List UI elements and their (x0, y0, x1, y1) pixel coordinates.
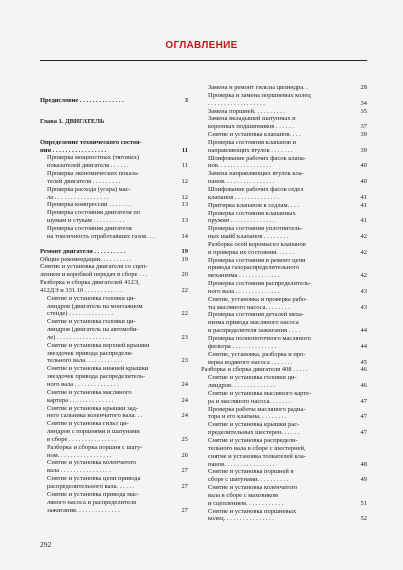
toc-entry (40, 373, 188, 381)
toc-entry (40, 256, 188, 264)
toc-entry-title: и сцеплением. . . . . . . . . . . . (208, 499, 284, 507)
toc-entry-title: и распределителя зажигания . . . . (208, 327, 301, 335)
toc-entry-title: Снятие и установка крышки рас- (208, 421, 300, 429)
toc-entry-title: шумам и стукам . . . . . . . . . . (47, 217, 125, 225)
toc-entry-title: Снятие и установка распредели- (208, 436, 298, 444)
toc-entry-title: нов. . . . . . . . . . . . . . . . . (208, 162, 272, 170)
toc-entry-title: сборе с шатунами. . . . . . . . . . (208, 476, 289, 484)
spacer (40, 84, 188, 97)
toc-entry-title: тельного вала. . . . . . . . . . . . (47, 357, 123, 365)
toc-section-heading (40, 139, 188, 147)
toc-entry-title: и проверка их состояния. . . . . . (208, 248, 295, 256)
toc-entry-title: привода газораспределительного (208, 264, 300, 272)
toc-entry (201, 210, 367, 218)
toc-entry-title: фильтра . . . . . . . . . . . . . . (208, 342, 277, 350)
toc-entry (40, 233, 188, 241)
toc-entry (201, 115, 367, 123)
toc-entry (201, 92, 367, 100)
toc-entry-title: ного вала . . . . . . . . . . . . . . (208, 287, 280, 295)
toc-entry (201, 257, 367, 265)
toc-entry (40, 467, 188, 475)
toc-entry (40, 491, 188, 499)
toc-page-ref: 46 (360, 366, 367, 374)
toc-entry (201, 343, 367, 351)
toc-page-ref: 44 (360, 327, 367, 335)
toc-entry (201, 186, 367, 194)
toc-entry (201, 288, 367, 296)
title-underline (40, 60, 367, 61)
toc-entry-title: Предисловие . . . . . . . . . . . . . . (40, 97, 124, 104)
toc-entry (40, 357, 188, 365)
toc-entry (40, 186, 188, 194)
toc-page-ref: 11 (181, 146, 188, 154)
toc-entry (201, 241, 367, 249)
toc-entry-title: линдров (двигатель на монтажном (47, 302, 143, 310)
toc-page-ref: 52 (360, 515, 367, 523)
toc-entry-title: пределительных шестерен. . . . . . (208, 429, 300, 437)
toc-entry-title: Снятие, установка, разборка и про- (208, 350, 306, 358)
toc-entry-title: Определение технического состоя- (40, 138, 142, 146)
toc-page-ref: 22 (181, 310, 188, 318)
toc-entry-title: Снятие и установка цепи привода (47, 475, 141, 483)
page-title: ОГЛАВЛЕНИЕ (165, 40, 238, 51)
toc-page-ref: 35 (360, 107, 367, 115)
toc-entry (40, 201, 188, 209)
toc-entry (201, 139, 367, 147)
toc-entry (201, 202, 367, 210)
toc-entry (201, 327, 367, 335)
page-number: 292 (40, 540, 52, 549)
toc-page-ref: 48 (360, 460, 367, 468)
toc-page-ref: 41 (360, 193, 367, 201)
toc-page-ref: 3 (184, 97, 188, 104)
toc-entry-title: Снятие и установка головки ци- (47, 294, 136, 302)
toc-entry (201, 296, 367, 304)
toc-entry (40, 326, 188, 334)
toc-entry-title: зажигания. . . . . . . . . . . . . . (47, 506, 120, 514)
toc-entry (201, 147, 367, 155)
toc-entry-title: Снятие и установка коленчатого (47, 459, 137, 467)
toc-entry (201, 162, 367, 170)
toc-entry (201, 413, 367, 421)
toc-entry (201, 406, 367, 414)
toc-entry-title: Проверка состояния деталей меха- (208, 311, 304, 319)
toc-page-ref: 42 (360, 248, 367, 256)
toc-entry-title: Проверка мощностных (тяговых) (47, 154, 140, 162)
toc-page-ref: 26 (181, 451, 188, 459)
toc-entry (40, 154, 188, 162)
toc-entry (201, 178, 367, 186)
toc-entry-title: Снятие и установка двигателя со сцеп- (40, 263, 148, 271)
toc-entry (40, 295, 188, 303)
toc-page-ref: 45 (360, 358, 367, 366)
toc-entry (201, 319, 367, 327)
toc-entry-title: верка водяного насоса . . . . . . . (208, 358, 293, 366)
toc-page-ref: 27 (181, 467, 188, 475)
toc-entry (40, 209, 188, 217)
toc-entry-title: Снятие и установка головки ци- (208, 374, 297, 382)
toc-entry-title: линдров. . . . . . . . . . . . . . (208, 382, 275, 390)
toc-entry-title: ном. . . . . . . . . . . . . . . . . (47, 451, 112, 459)
toc-entry (40, 428, 188, 436)
toc-page-ref: 20 (181, 271, 188, 279)
toc-entry-title: Глава 1. ДВИГАТЕЛЬ (40, 117, 105, 125)
spacer (40, 126, 188, 139)
toc-entry-title: Проверка компрессии . . . . . . . (47, 201, 131, 209)
toc-entry-title: Общие рекомендации. . . . . . . . . . (40, 255, 132, 263)
toc-page-ref: 24 (181, 381, 188, 388)
toc-entry (201, 484, 367, 492)
toc-entry-title: панов. . . . . . . . . . . . . . . . (208, 178, 275, 186)
toc-entry-title: Ремонт двигателя . . . . . . . . . . (40, 247, 126, 255)
toc-page-ref: 13 (181, 201, 188, 209)
toc-page-ref: 47 (360, 429, 367, 437)
toc-page-ref: 27 (181, 482, 188, 490)
toc-entry-title: Снятие и установка клапанов. . . . (208, 131, 301, 139)
toc-page-ref: 19 (181, 247, 188, 255)
toc-entry-title: Замена и ремонт гильзы цилиндра. . (208, 84, 309, 91)
toc-entry (201, 217, 367, 225)
toc-page-ref: 51 (360, 499, 367, 507)
toc-page-ref: 12 (181, 177, 188, 185)
toc-page-ref: 41 (360, 217, 367, 225)
toc-entry-title: направляющих втулок . . . . . . . (208, 146, 293, 154)
toc-entry (40, 225, 188, 233)
toc-page-ref: 39 (360, 146, 367, 154)
toc-entry (201, 100, 367, 108)
toc-entry (201, 304, 367, 312)
toc-entry (40, 263, 188, 271)
toc-entry-title: коренных подшипников . . . . . . (208, 123, 294, 131)
toc-entry (40, 217, 188, 225)
toc-entry-title: Разборка и сборка двигателя 408 . . . . . (201, 366, 308, 374)
spacer (40, 241, 188, 248)
toc-page-ref: 47 (360, 413, 367, 421)
toc-entry (40, 507, 188, 515)
toc-entry-title: Шлифование рабочих фасок седел (208, 185, 304, 193)
toc-entry-title: картера . . . . . . . . . . . . . . (47, 396, 114, 404)
toc-entry (40, 342, 188, 350)
toc-entry-title: лением и коробкой передач в сборе . . . (40, 271, 148, 279)
toc-entry-title: Снятие, установка и проверка рабо- (208, 295, 308, 303)
toc-entry (40, 475, 188, 483)
toc-entry-title: вала в сборе с маховиком (208, 491, 278, 499)
toc-entry (201, 351, 367, 359)
toc-entry (40, 365, 188, 373)
toc-entry (201, 233, 367, 241)
toc-entry (201, 311, 367, 319)
toc-entry (40, 318, 188, 326)
toc-entry-title: Проверка полнопоточного масляного (208, 335, 311, 342)
toc-entry (201, 280, 367, 288)
toc-left-column (40, 84, 188, 514)
toc-page-ref: 37 (360, 123, 367, 131)
toc-entry-title: Проверка состояния клапанов и (208, 138, 297, 146)
toc-entry-title: клапанов . . . . . . . . . . . . . . (208, 193, 279, 201)
toc-entry (201, 476, 367, 484)
toc-page-ref: 40 (360, 178, 367, 186)
toc-page-ref: 47 (360, 397, 367, 405)
toc-entry-title: ляного насоса и распределителя (47, 498, 137, 506)
toc-entry (201, 500, 367, 508)
toc-page-ref: 24 (181, 396, 188, 404)
toc-entry-title: Разборка и сборка двигателей 412Э, (40, 279, 140, 287)
toc-entry-title: 412ДЭ и 331.10 . . . . . . . . . . . . (40, 286, 123, 294)
toc-entry-title: колец. . . . . . . . . . . . . . . . (208, 515, 274, 523)
toc-page-ref: 39 (360, 131, 367, 139)
toc-entry (40, 170, 188, 178)
toc-entry-title: Проверка состояния двигателя (47, 224, 132, 232)
toc-page-ref: 28 (360, 84, 367, 91)
toc-entry (40, 459, 188, 467)
toc-page-ref: 13 (181, 217, 188, 225)
toc-page-ref: 41 (360, 201, 367, 209)
toc-entry (40, 483, 188, 491)
toc-entry (201, 398, 367, 406)
toc-entry-title: Снятие и установка головки ци- (47, 318, 136, 326)
toc-entry (201, 461, 367, 469)
toc-entry (201, 108, 367, 116)
toc-section-heading (40, 97, 188, 105)
toc-entry-title: ле) . . . . . . . . . . . . . . . . . (47, 333, 111, 341)
toc-entry-title: механизма . . . . . . . . . . . . . (208, 272, 280, 280)
toc-entry-title: Снятие и установка привода мас- (47, 490, 140, 498)
toc-entry (40, 452, 188, 460)
toc-entry (201, 84, 367, 92)
toc-page-ref: 46 (360, 382, 367, 390)
toc-entry (201, 390, 367, 398)
toc-entry-title: него сальника коленчатого вала. . . (47, 412, 143, 420)
toc-entry-title: показателей двигателя . . . . . . (47, 162, 129, 170)
toc-entry (40, 303, 188, 311)
toc-entry-title: Проверка расхода (угара) мас- (47, 185, 131, 193)
toc-entry-title: Проверка состояния двигателя по (47, 209, 141, 217)
toc-entry (40, 389, 188, 397)
toc-page-ref: 24 (181, 412, 188, 420)
toc-entry-title: Снятие и установка поршневых (208, 507, 297, 515)
toc-page-ref: 14 (181, 232, 188, 240)
toc-entry-title: стенде) . . . . . . . . . . . . . . (47, 310, 113, 318)
toc-entry (40, 271, 188, 279)
toc-entry-title: пружин . . . . . . . . . . . . . . (208, 217, 275, 225)
toc-entry (40, 334, 188, 342)
toc-entry-title: Разборка осей коромысел клапанов (208, 240, 306, 248)
toc-entry (40, 162, 188, 170)
toc-entry-title: Проверка состояния и ремонт цепи (208, 256, 306, 264)
toc-entry-title: в сборе . . . . . . . . . . . . . . . (47, 435, 117, 443)
toc-entry-title: звездочек привода распредели- (47, 349, 134, 357)
toc-entry-title: Снятие и установка масляного карте- (208, 389, 312, 397)
toc-entry-title: . . . . . . . . . . . . . . . . . . (208, 99, 265, 107)
toc-entry-title: ты масляного насоса. . . . . . . . (208, 303, 290, 311)
toc-entry-title: линдров (двигатель на автомоби- (47, 326, 139, 334)
toc-section-heading (40, 248, 188, 256)
toc-page-ref: 49 (360, 476, 367, 484)
toc-entry (201, 374, 367, 382)
toc-entry (201, 453, 367, 461)
toc-page-ref: 23 (181, 333, 188, 341)
toc-entry (40, 436, 188, 444)
toc-entry-title: ра и масляного насоса. . . . . . . (208, 397, 291, 405)
toc-entry (201, 335, 367, 343)
toc-entry-title: Проверка состояния распределитель- (208, 280, 312, 288)
toc-entry (40, 405, 188, 413)
toc-page-ref: 19 (181, 255, 188, 263)
toc-entry-title: Разборка и сборка поршня с шату- (47, 443, 143, 451)
toc-entry (201, 264, 367, 272)
toc-page-ref: 11 (181, 162, 188, 170)
toc-entry (40, 444, 188, 452)
toc-entry (40, 420, 188, 428)
toc-entry-title: телей двигателя . . . . . . . . . (47, 177, 121, 185)
toc-entry (40, 412, 188, 420)
toc-entry (201, 382, 367, 390)
toc-entry (201, 366, 367, 374)
toc-page-ref: 34 (360, 99, 367, 107)
toc-entry (40, 310, 188, 318)
toc-right-column (201, 84, 367, 523)
toc-entry (201, 429, 367, 437)
toc-entry-title: Снятие и установка верхней крышки (47, 341, 150, 349)
toc-entry-title: тельного вала в сборе с шестерней, (208, 444, 306, 452)
toc-entry-title: ла . . . . . . . . . . . . . . . . . (47, 193, 109, 201)
toc-entry-title: низма привода масляного насоса (208, 319, 299, 327)
toc-chapter-heading (40, 118, 188, 126)
toc-page-ref: 43 (360, 287, 367, 295)
toc-entry (201, 131, 367, 139)
toc-entry-title: вала . . . . . . . . . . . . . . . . (47, 467, 112, 475)
toc-section-heading (40, 147, 188, 155)
toc-entry-title: Снятие и установка гильз ци- (47, 420, 129, 428)
toc-entry (201, 508, 367, 516)
toc-entry-title: снятие и установка толкателей кла- (208, 452, 306, 460)
toc-entry-title: ных шайб клапанов . . . . . . . . (208, 233, 289, 241)
toc-entry (201, 437, 367, 445)
toc-entry-title: на токсичность отработавших газов. . . (47, 232, 155, 240)
toc-entry-title: Проверка экономических показа- (47, 170, 139, 178)
toc-entry-title: тора и его клапана. . . . . . . . . (208, 413, 287, 421)
toc-page-ref: 25 (181, 435, 188, 443)
toc-entry (201, 421, 367, 429)
toc-entry-title: Проверка состояния уплотнитель- (208, 225, 303, 233)
toc-entry (201, 468, 367, 476)
toc-entry-title: Замена поршней. . . . . . . . . . (208, 107, 285, 115)
toc-entry-title: Притирка клапанов к седлам. . . . (208, 201, 300, 209)
toc-entry-title: Проверка состояния клапанных (208, 209, 296, 217)
toc-page-ref: 23 (181, 357, 188, 365)
toc-page-ref: 40 (360, 162, 367, 170)
toc-entry (201, 359, 367, 367)
toc-entry (40, 381, 188, 389)
toc-entry-title: Снятие и установка нижней крышки (47, 365, 149, 373)
toc-entry (40, 178, 188, 186)
toc-entry-title: Шлифование рабочих фасок клапа- (208, 154, 306, 162)
toc-entry (40, 350, 188, 358)
toc-entry (201, 155, 367, 163)
toc-entry-title: звездочек привода распределитель- (47, 373, 146, 381)
toc-page-ref: 43 (360, 303, 367, 311)
toc-entry-title: Проверка и замена поршневых колец (208, 91, 311, 99)
toc-entry-title: Снятие и установка поршней в (208, 468, 294, 476)
toc-entry-title: распределительного вала. . . . . . (47, 482, 135, 490)
toc-entry (201, 123, 367, 131)
toc-page-ref: 27 (181, 506, 188, 514)
toc-entry-title: ного вала . . . . . . . . . . . . . . (47, 381, 119, 388)
spacer (40, 105, 188, 118)
toc-entry (40, 397, 188, 405)
toc-entry (40, 194, 188, 202)
toc-entry (201, 194, 367, 202)
toc-entry (201, 492, 367, 500)
toc-entry-title: панов. . . . . . . . . . . . . . . . (208, 460, 275, 468)
toc-entry (201, 170, 367, 178)
toc-entry (201, 225, 367, 233)
toc-entry-title: Замена направляющих втулок кла- (208, 170, 304, 178)
toc-entry-title: Снятие и установка крышки зад- (47, 404, 139, 412)
toc-page-ref: 12 (181, 193, 188, 201)
toc-page-ref: 44 (360, 342, 367, 350)
toc-page-ref: 42 (360, 272, 367, 280)
toc-entry (40, 499, 188, 507)
toc-entry-title: Проверка работы масляного радиа- (208, 405, 306, 413)
toc-page-ref: 42 (360, 233, 367, 241)
toc-page-ref: 22 (181, 286, 188, 294)
toc-entry-title: линдров с поршнями и шатунами (47, 428, 140, 436)
toc-entry-title: Снятие и установка коленчатого (208, 484, 298, 492)
toc-entry-title: ния . . . . . . . . . . . . . . . . . (40, 146, 107, 154)
toc-entry (40, 279, 188, 287)
toc-entry-title: Замена вкладышей шатунных и (208, 115, 296, 123)
toc-entry-title: Снятие и установка масляного (47, 388, 132, 396)
toc-entry (201, 272, 367, 280)
toc-entry (201, 445, 367, 453)
toc-entry (40, 287, 188, 295)
toc-entry (201, 515, 367, 523)
toc-entry (201, 249, 367, 257)
